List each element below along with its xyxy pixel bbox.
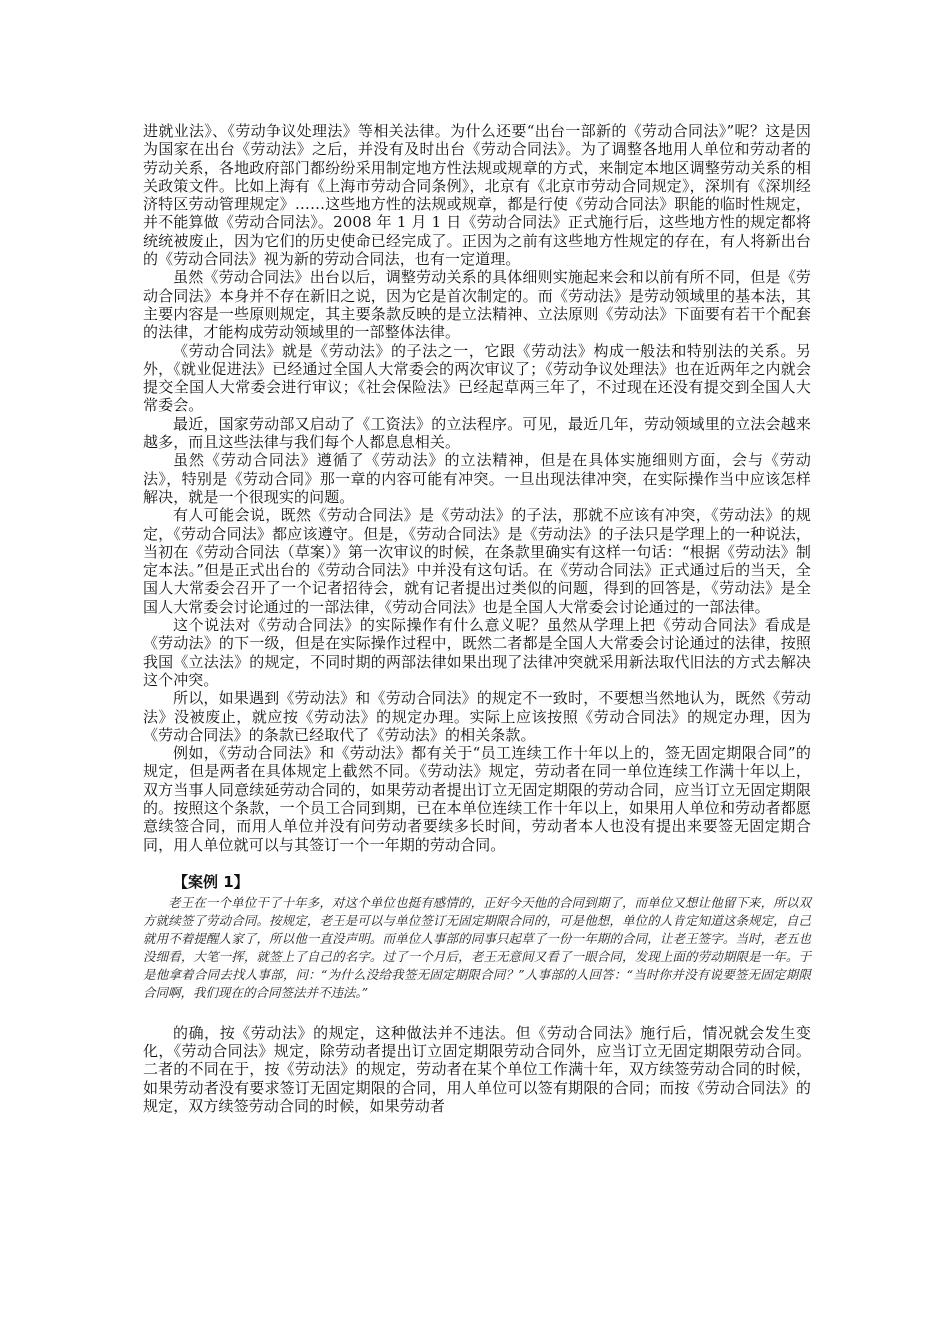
paragraph-7: 这个说法对《劳动合同法》的实际操作有什么意义呢？虽然从学理上把《劳动合同法》看成是《劳动法》的下一级，但是在实际操作过程中，既然二者都是全国人大常委会讨论通过的法律，按照我国《立法法》的规定，不同时期的两部法律如果出现了法律冲突就采用新法取代旧法的方式去解决这个冲突。 — [143, 616, 811, 689]
paragraph-9: 例如，《劳动合同法》和《劳动法》都有关于“员工连续工作十年以上的，签无固定期限合同”的规定，但是两者在具体规定上截然不同。《劳动法》规定，劳动者在同一单位连续工作满十年以上，双方当事人同意续延劳动合同的，如果劳动者提出订立无固定期限的劳动合同，应当订立无固定期限的。按照这个条款，一个员工合同到期，已在本单位连续工作十年以上，如果用人单位和劳动者都愿意续签合同，而用人单位并没有问劳动者要续多长时间，劳动者本人也没有提出来要签无固定期合同，用人单位就可以与其签订一个一年期的劳动合同。 — [143, 744, 811, 854]
document-page — [143, 122, 811, 1115]
paragraph-1: 进就业法》、《劳动争议处理法》等相关法律。为什么还要“出台一部新的《劳动合同法》”呢？这是因为国家在出台《劳动法》之后，并没有及时出台《劳动合同法》。为了调整各地用人单位和劳动者的劳动关系，各地政府部门都纷纷采用制定地方性法规或规章的方式，来制定本地区调整劳动关系的相关政策文件。比如上海有《上海市劳动合同条例》，北京有《北京市劳动合同规定》，深圳有《深圳经济特区劳动管理规定》……这些地方性的法规或规章，都是行使《劳动合同法》职能的临时性规定，并不能算做《劳动合同法》。2008 年 1 月 1 日《劳动合同法》正式施行后，这些地方性的规定都将统统被废止，因为它们的历史使命已经完成了。正因为之前有这些地方性规定的存在，有人将新出台的《劳动合同法》视为新的劳动合同法，也有一定道理。 — [143, 122, 811, 269]
paragraph-2: 虽然《劳动合同法》出台以后，调整劳动关系的具体细则实施起来会和以前有所不同，但是《劳动合同法》本身并不存在新旧之说，因为它是首次制定的。而《劳动法》是劳动领域里的基本法，其主要内容是一些原则规定，其主要条款反映的是立法精神、立法原则《劳动法》下面要有若干个配套的法律，才能构成劳动领域里的一部整体法律。 — [143, 268, 811, 342]
case-title: 【案例 1】 — [173, 872, 249, 891]
paragraph-after-case: 的确，按《劳动法》的规定，这种做法并不违法。但《劳动合同法》施行后，情况就会发生变化，《劳动合同法》规定，除劳动者提出订立固定期限劳动合同外，应当订立无固定期限劳动合同。二者的不同在于，按《劳动法》的规定，劳动者在某个单位工作满十年，双方续签劳动合同的时候，如果劳动者没有要求签订无固定期限的合同，用人单位可以签有期限的合同；而按《劳动合同法》的规定，双方续签劳动合同的时候，如果劳动者 — [143, 1023, 811, 1116]
paragraph-8: 所以，如果遇到《劳动法》和《劳动合同法》的规定不一致时，不要想当然地认为，既然《劳动法》没被废止，就应按《劳动法》的规定办理。实际上应该按照《劳动合同法》的规定办理，因为《劳动合同法》的条款已经取代了《劳动法》的相关条款。 — [143, 689, 811, 744]
paragraph-6: 有人可能会说，既然《劳动合同法》是《劳动法》的子法，那就不应该有冲突，《劳动法》的规定，《劳动合同法》都应该遵守。但是，《劳动合同法》是《劳动法》的子法只是学理上的一种说法，当初在《劳动合同法（草案）》第一次审议的时候，在条款里确实有这样一句话：“根据《劳动法》制定本法。”但是正式出台的《劳动合同法》中并没有这句话。在《劳动合同法》正式通过后的当天，全国人大常委会召开了一个记者招待会，就有记者提出过类似的问题，得到的回答是，《劳动法》是全国人大常委会讨论通过的一部法律，《劳动合同法》也是全国人大常委会讨论通过的一部法律。 — [143, 506, 811, 616]
paragraph-4: 最近，国家劳动部又启动了《工资法》的立法程序。可见，最近几年，劳动领域里的立法会越来越多，而且这些法律与我们每个人都息息相关。 — [143, 414, 811, 452]
paragraph-3: 《劳动合同法》就是《劳动法》的子法之一，它跟《劳动法》构成一般法和特别法的关系。另外，《就业促进法》已经通过全国人大常委会的两次审议了；《劳动争议处理法》也在近两年之内就会提交全国人大常委会进行审议；《社会保险法》已经起草两三年了，不过现在还没有提交到全国人大常委会。 — [143, 341, 811, 415]
paragraph-5: 虽然《劳动合同法》遵循了《劳动法》的立法精神，但是在具体实施细则方面，会与《劳动法》，特别是《劳动合同》那一章的内容可能有冲突。一旦出现法律冲突，在实际操作当中应该怎样解决，就是一个很现实的问题。 — [143, 451, 811, 506]
case-body: 老王在一个单位干了十年多，对这个单位也挺有感情的，正好今天他的合同到期了，而单位又想让他留下来，所以双方就续签了劳动合同。按规定，老王是可以与单位签订无固定期限合同的，可是他想，单位的人肯定知道这条规定，自己就用不着提醒人家了，所以他一直没声明。而单位人事部的同事只起草了一份一年期的合同，让老王签字。当时，老五也没细看，大笔一挥，就签上了自己的名字。过了一个月后，老王无意间又看了一眼合同，发现上面的劳动期限是一年。于是他拿着合同去找人事部，问：“为什么没给我签无固定期限合同？”人事部的人回答：“当时你并没有说要签无固定期限合同啊，我们现在的合同签法并不违法。” — [143, 894, 811, 1000]
